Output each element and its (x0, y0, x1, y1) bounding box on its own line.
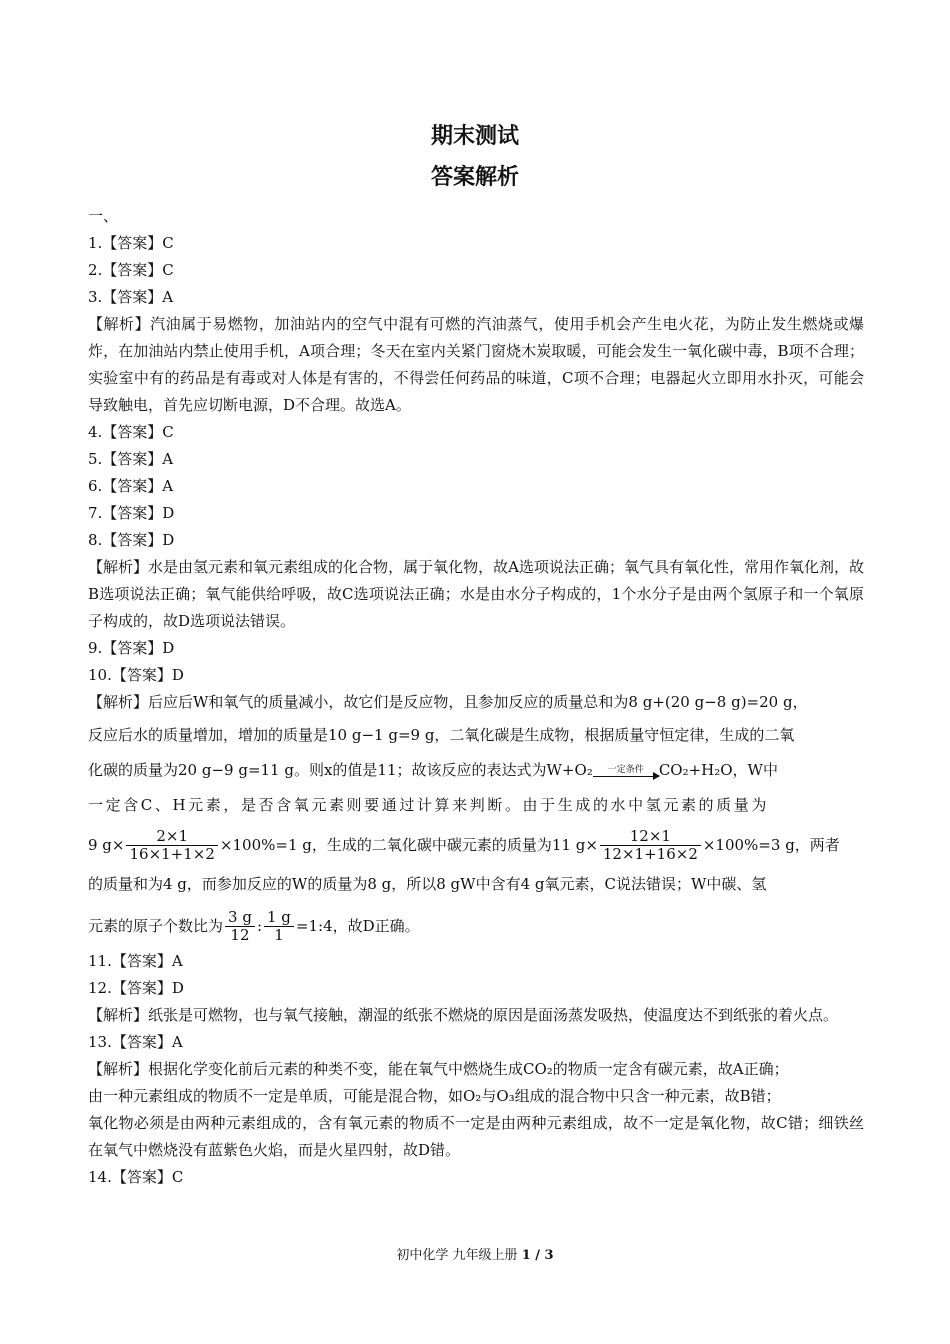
fraction-denominator: 16×1+1×2 (129, 844, 215, 863)
answer-7: 7.【答案】D (88, 504, 175, 522)
carbon-calc-suffix: ×100%=3 g，两者 (702, 835, 840, 854)
answer-9: 9.【答案】D (88, 639, 175, 657)
section-heading: 一、 (88, 207, 119, 225)
explanation-3: 【解析】汽油属于易燃物，加油站内的空气中混有可燃的汽油蒸气，使用手机会产生电火花，为防止发生燃烧或爆炸，在加油站内禁止使用手机，A项合理；冬天在室内关紧门窗烧木炭取暖，可能会发生一氧化碳中毒，B项不合理；实验室中有的药品是有毒或对人体是有害的，不得尝任何药品的味道，C项不合理；电器起火立即用水扑灭，可能会导致触电，首先应切断电源，D不合理。故选A。 (88, 315, 864, 414)
fraction-numerator: 12×1 (600, 828, 701, 846)
page-subtitle: 答案解析 (430, 165, 519, 190)
ratio-prefix: 元素的原子个数比为 (88, 916, 224, 935)
answer-13: 13.【答案】A (88, 1033, 183, 1051)
fraction-hydrogen (126, 828, 217, 863)
footer-text: 初中化学 九年级上册 (396, 1248, 522, 1263)
answer-14: 14.【答案】C (88, 1168, 184, 1186)
explanation-10-line-4: 一定含C、H元素，是否含氧元素则要通过计算来判断。由于生成的水中氢元素的质量为 (88, 796, 769, 814)
fraction-denominator: 12×1+16×2 (602, 844, 698, 863)
answer-5: 5.【答案】A (88, 450, 174, 468)
explanation-13-line-2: 由一种元素组成的物质不一定是单质，可能是混合物，如O₂与O₃组成的混合物中只含一种元素，故B错； (88, 1087, 781, 1105)
reaction-products: CO₂+H₂O，W中 (658, 761, 778, 779)
explanation-10-line-3 (88, 757, 864, 784)
explanation-10-line-2: 反应后水的质量增加，增加的质量是10 g−1 g=9 g，二氧化碳是生成物，根据质量守恒定律，生成的二氧 (88, 726, 795, 744)
ratio-colon: : (256, 916, 262, 935)
explanation-10 (88, 689, 864, 948)
carbon-calc-text: ×100%=1 g，生成的二氧化碳中碳元素的质量为11 g× (219, 835, 598, 854)
answer-10: 10.【答案】D (88, 666, 184, 684)
reaction-condition: 一定条件 (607, 765, 644, 775)
page-number: 1 / 3 (521, 1248, 554, 1263)
fraction-carbon (600, 828, 701, 863)
reaction-prefix: 化碳的质量为20 g−9 g=11 g。则x的值是11；故该反应的表达式为W+O₂ (88, 761, 593, 779)
explanation-13-line-1: 【解析】根据化学变化前后元素的种类不变，能在氧气中燃烧生成CO₂的物质一定含有碳元素，故A正确； (88, 1060, 789, 1078)
explanation-10-line-6: 的质量和为4 g，而参加反应的W的质量为8 g，所以8 gW中含有4 g氧元素，C说法错误；W中碳、氢 (88, 875, 767, 893)
explanation-13-rest: 氧化物必须是由两种元素组成的，含有氧元素的物质不一定是由两种元素组成，故不一定是氧化物，故C错；细铁丝在氧气中燃烧没有蓝紫色火焰，而是火星四射，故D错。 (88, 1114, 864, 1159)
answer-4: 4.【答案】C (88, 423, 174, 441)
answer-2: 2.【答案】C (88, 261, 174, 279)
explanation-10-line-5 (88, 823, 864, 867)
fraction-carbon-atoms (225, 909, 255, 944)
page-footer (0, 1244, 950, 1263)
explanation-8: 【解析】水是由氢元素和氧元素组成的化合物，属于氧化物，故A选项说法正确；氧气具有氧化性，常用作氧化剂，故B选项说法正确；氧气能供给呼吸，故C选项说法正确；水是由水分子构成的，1个水分子是由两个氢原子和一个氧原子构成的，故D选项说法错误。 (88, 558, 864, 630)
hydrogen-calc-prefix: 9 g× (88, 835, 125, 854)
fraction-numerator: 2×1 (126, 828, 217, 846)
fraction-denominator: 12 (230, 925, 250, 944)
answer-8: 8.【答案】D (88, 531, 175, 549)
reaction-arrow (593, 765, 659, 777)
explanation-10-line-1: 【解析】后应后W和氧气的质量减小，故它们是反应物，且参加反应的质量总和为8 g+(20 g−8 g)=20 g， (88, 693, 808, 711)
fraction-hydrogen-atoms (264, 909, 294, 944)
answer-12: 12.【答案】D (88, 979, 184, 997)
answer-content (88, 203, 864, 1191)
answer-11: 11.【答案】A (88, 952, 183, 970)
fraction-denominator: 1 (274, 925, 284, 944)
fraction-numerator: 1 g (264, 909, 294, 927)
ratio-result: =1:4，故D正确。 (295, 916, 420, 935)
arrow-shaft (593, 776, 659, 777)
page-title: 期末测试 (430, 124, 519, 149)
fraction-numerator: 3 g (225, 909, 255, 927)
answer-6: 6.【答案】A (88, 477, 174, 495)
explanation-10-line-7 (88, 904, 864, 948)
answer-1: 1.【答案】C (88, 234, 174, 252)
answer-3: 3.【答案】A (88, 288, 174, 306)
explanation-12: 【解析】纸张是可燃物，也与氧气接触，潮湿的纸张不燃烧的原因是面汤蒸发吸热，使温度达不到纸张的着火点。 (88, 1006, 839, 1024)
